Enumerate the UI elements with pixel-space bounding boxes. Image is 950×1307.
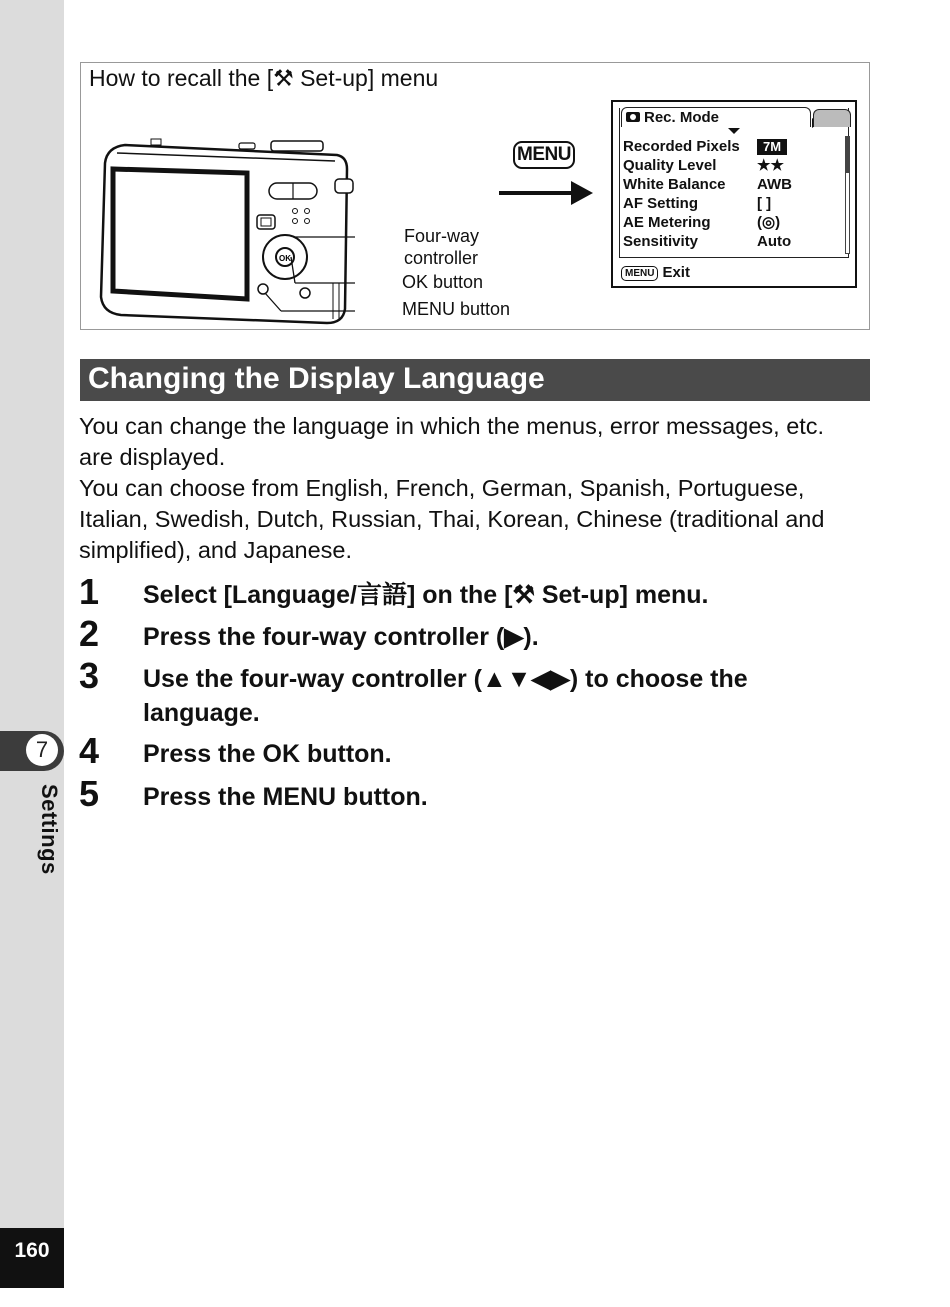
step-number: 4 <box>79 730 100 771</box>
camera-illustration <box>95 133 355 327</box>
step-4 <box>79 730 879 771</box>
menu-key-small-icon: MENU <box>621 266 658 281</box>
lcd-menu-rows <box>623 137 813 251</box>
tab-down-arrow-icon <box>728 128 740 134</box>
chapter-number: 7 <box>26 734 58 766</box>
step-text: Press the four-way controller (▶). <box>143 623 539 651</box>
intro-paragraph: You can change the language in which the menus, error messages, etc. are displayed. You can choose from English, French, German, Spanish, Portuguese, Italian, Swedish, Dutch, Russian, Thai, Korean, Chinese (traditional and simplified), and Japanese. <box>79 413 825 563</box>
step-1 <box>79 571 879 612</box>
step-text: Press the MENU button. <box>143 783 428 811</box>
ok-button-callout: OK button <box>402 272 484 292</box>
setup-tab-icon <box>813 109 851 127</box>
menu-key-icon: MENU <box>513 141 575 169</box>
step-text: Use the four-way controller (▲▼◀▶) to choose the language. <box>143 665 748 727</box>
lcd-menu-row: Quality Level ★★ <box>623 157 784 174</box>
step-number: 2 <box>79 613 100 654</box>
step-number: 3 <box>79 655 100 696</box>
step-3 <box>79 655 879 730</box>
right-arrow-icon <box>499 179 595 207</box>
recall-setup-menu-box <box>80 62 870 330</box>
step-2 <box>79 613 879 654</box>
lcd-menu-row: White Balance AWB <box>623 176 792 193</box>
lcd-scrollbar <box>845 136 850 254</box>
recall-title: How to recall the [⚒ Set-up] menu <box>89 65 439 91</box>
lcd-footer <box>621 264 690 282</box>
page-number-footer <box>0 1286 64 1307</box>
step-number: 1 <box>79 571 100 612</box>
step-text: Press the OK button. <box>143 740 392 768</box>
four-way-controller-callout: Four-way controller <box>404 226 480 268</box>
lcd-menu-row: AF Setting [ ] <box>623 195 772 212</box>
svg-text:OK: OK <box>279 254 291 263</box>
step-5 <box>79 773 879 814</box>
section-heading: Changing the Display Language <box>80 359 870 401</box>
lcd-menu-row: AE Metering (◎) <box>623 214 781 231</box>
lcd-menu-row: Recorded Pixels 7M <box>623 137 813 156</box>
step-text: Select [Language/言語] on the [⚒ Set-up] menu. <box>143 581 709 609</box>
page-number: 160 <box>0 1228 64 1286</box>
camera-icon <box>626 112 640 122</box>
step-number: 5 <box>79 773 100 814</box>
lcd-menu-row: Sensitivity Auto <box>623 233 792 250</box>
exit-label: Exit <box>662 264 690 281</box>
rec-mode-tab: Rec. Mode <box>621 107 811 127</box>
lcd-menu-screen <box>611 100 857 288</box>
chapter-label: Settings <box>37 784 62 875</box>
sidebar-strip <box>0 0 64 1307</box>
menu-button-callout: MENU button <box>402 299 511 319</box>
